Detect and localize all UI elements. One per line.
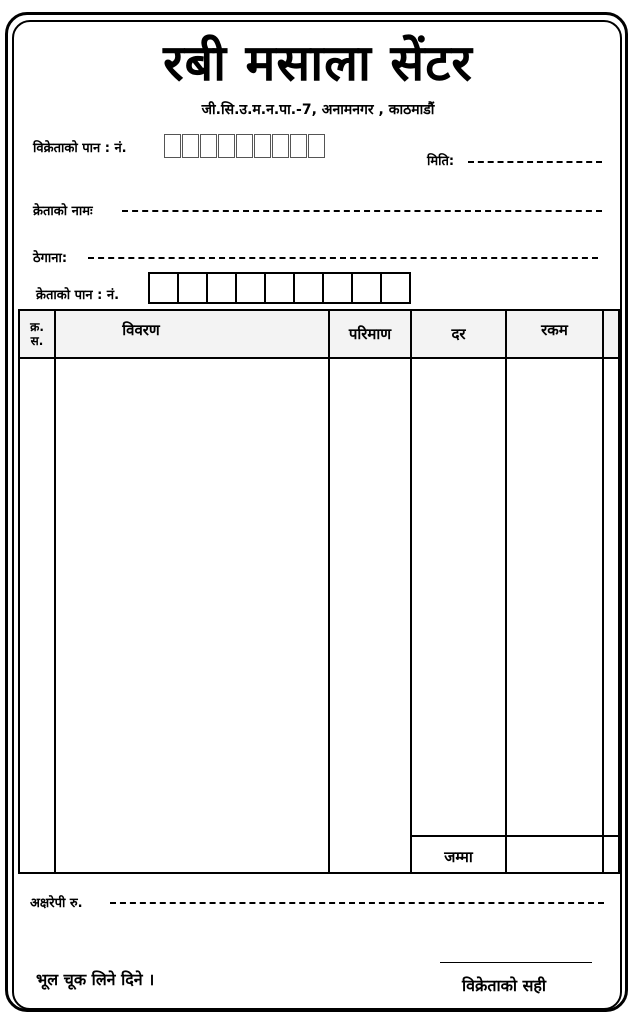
buyer-pan-box[interactable] [235,272,266,304]
header-serial-number [20,311,54,357]
signature-line[interactable] [440,962,592,963]
seller-pan-box[interactable] [308,134,325,158]
seller-pan-box[interactable] [290,134,307,158]
buyer-pan-box[interactable] [148,272,179,304]
seller-pan-box[interactable] [164,134,181,158]
buyer-name-label: क्रेताको नामः [33,204,93,219]
header-quantity: परिमाण [348,325,392,343]
buyer-pan-box[interactable] [293,272,324,304]
seller-pan-box[interactable] [182,134,199,158]
column-divider [602,311,604,872]
shop-name: रबी मसाला सेंटर [163,34,473,92]
buyer-pan-box[interactable] [322,272,353,304]
errors-omissions-note: भूल चूक लिने दिने । [36,970,155,989]
header-description: विवरण [122,321,160,339]
buyer-pan-box[interactable] [177,272,208,304]
column-divider [505,311,507,872]
buyer-pan-label: क्रेताको पान : नं. [36,288,120,303]
amount-in-words-label: अक्षरेपी रु. [30,896,83,911]
buyer-pan-box[interactable] [351,272,382,304]
seller-pan-label: विक्रेताको पान : नं. [33,141,127,156]
date-field[interactable] [468,161,602,163]
date-label: मिति: [427,154,455,169]
seller-pan-box[interactable] [254,134,271,158]
total-amount-cell[interactable] [507,837,602,872]
buyer-pan-box[interactable] [380,272,411,304]
header-amount: रकम [541,321,568,339]
header-rate: दर [451,325,466,343]
buyer-pan-box[interactable] [206,272,237,304]
total-label: जम्मा [444,848,473,866]
buyer-pan-box[interactable] [264,272,295,304]
header-serial-line1: क्र. [30,320,44,334]
items-table [18,309,620,874]
buyer-address-field[interactable] [88,257,598,259]
buyer-address-label: ठेगाना: [33,251,68,266]
seller-pan-box[interactable] [272,134,289,158]
column-divider [328,311,330,872]
seller-signature-label: विक्रेताको सही [462,976,547,995]
column-divider [54,311,56,872]
seller-pan-box[interactable] [200,134,217,158]
column-divider [410,311,412,872]
buyer-name-field[interactable] [122,210,602,212]
seller-pan-box[interactable] [236,134,253,158]
header-serial-line2: स. [30,334,44,348]
shop-address: जी.सि.उ.म.न.पा.-7, अनामनगर , काठमाडौं [201,102,435,118]
amount-in-words-field[interactable] [110,902,604,904]
seller-pan-boxes[interactable] [164,134,326,158]
buyer-pan-boxes[interactable] [148,272,411,304]
seller-pan-box[interactable] [218,134,235,158]
